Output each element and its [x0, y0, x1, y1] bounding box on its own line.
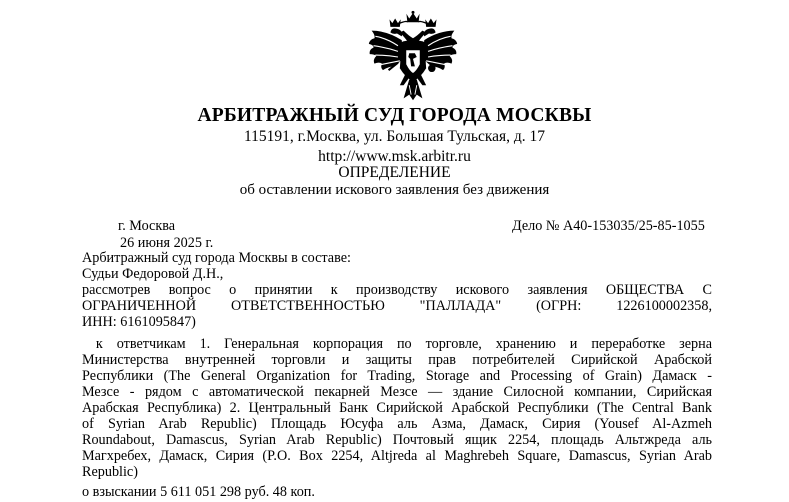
case-number: Дело № А40-153035/25-85-1055 [512, 218, 705, 234]
body-line: Мезсе - рядом с автоматической пекарней Мезсе — здание Силосной компании, Сирийская [82, 384, 712, 400]
city: г. Москва [118, 218, 176, 234]
document-subject: об оставлении искового заявления без движения [239, 182, 550, 198]
court-name: АРБИТРАЖНЫЙ СУД ГОРОДА МОСКВЫ [197, 105, 592, 126]
body-line: Roundabout, Damascus, Syrian Arab Republic) Почтовый ящик 2254, площадь Альтжреда аль [82, 432, 712, 448]
body-line: Арабская Республика) 2. Центральный Банк Сирийской Арабской Республики (The Central Bank [82, 400, 712, 416]
body-line: к ответчикам 1. Генеральная корпорация по торговле, хранению и переработке зерна [82, 336, 712, 352]
court-address: 115191, г.Москва, ул. Большая Тульская, д. 17 [243, 128, 546, 145]
document-type: ОПРЕДЕЛЕНИЕ [338, 164, 451, 181]
body-line: Республики (The General Organization for Trading, Storage and Processing of Grain) Дамаск - [82, 368, 712, 384]
body-line: Арбитражный суд города Москвы в составе: [82, 250, 351, 266]
coat-of-arms-emblem [366, 10, 460, 104]
body-line: Судьи Федоровой Д.Н., [82, 266, 224, 282]
body-line: of Syrian Arab Republic) Площадь Юсуфа аль Азма, Дамаск, Сирия (Yousef Al-Azmeh [82, 416, 712, 432]
body-line: ОГРАНИЧЕННОЙ ОТВЕТСТВЕННОСТЬЮ "ПАЛЛАДА" (ОГРН: 1226100002358, [82, 298, 712, 314]
body-line: Магхребех, Дамаск, Сирия (P.O. Box 2254, Altjreda al Maghrebeh Square, Damascus, Syrian Arab [82, 448, 712, 464]
body-line: о взыскании 5 611 051 298 руб. 48 коп. [82, 484, 315, 500]
body-line: Republic) [82, 464, 138, 480]
document-date: 26 июня 2025 г. [120, 235, 214, 251]
body-line: рассмотрев вопрос о принятии к производству искового заявления ОБЩЕСТВА С [82, 282, 712, 298]
body-line: ИНН: 6161095847) [82, 314, 196, 330]
court-website: http://www.msk.arbitr.ru [318, 148, 471, 165]
body-line: Министерства внутренней торговли и защиты прав потребителей Сирийской Арабской [82, 352, 712, 368]
